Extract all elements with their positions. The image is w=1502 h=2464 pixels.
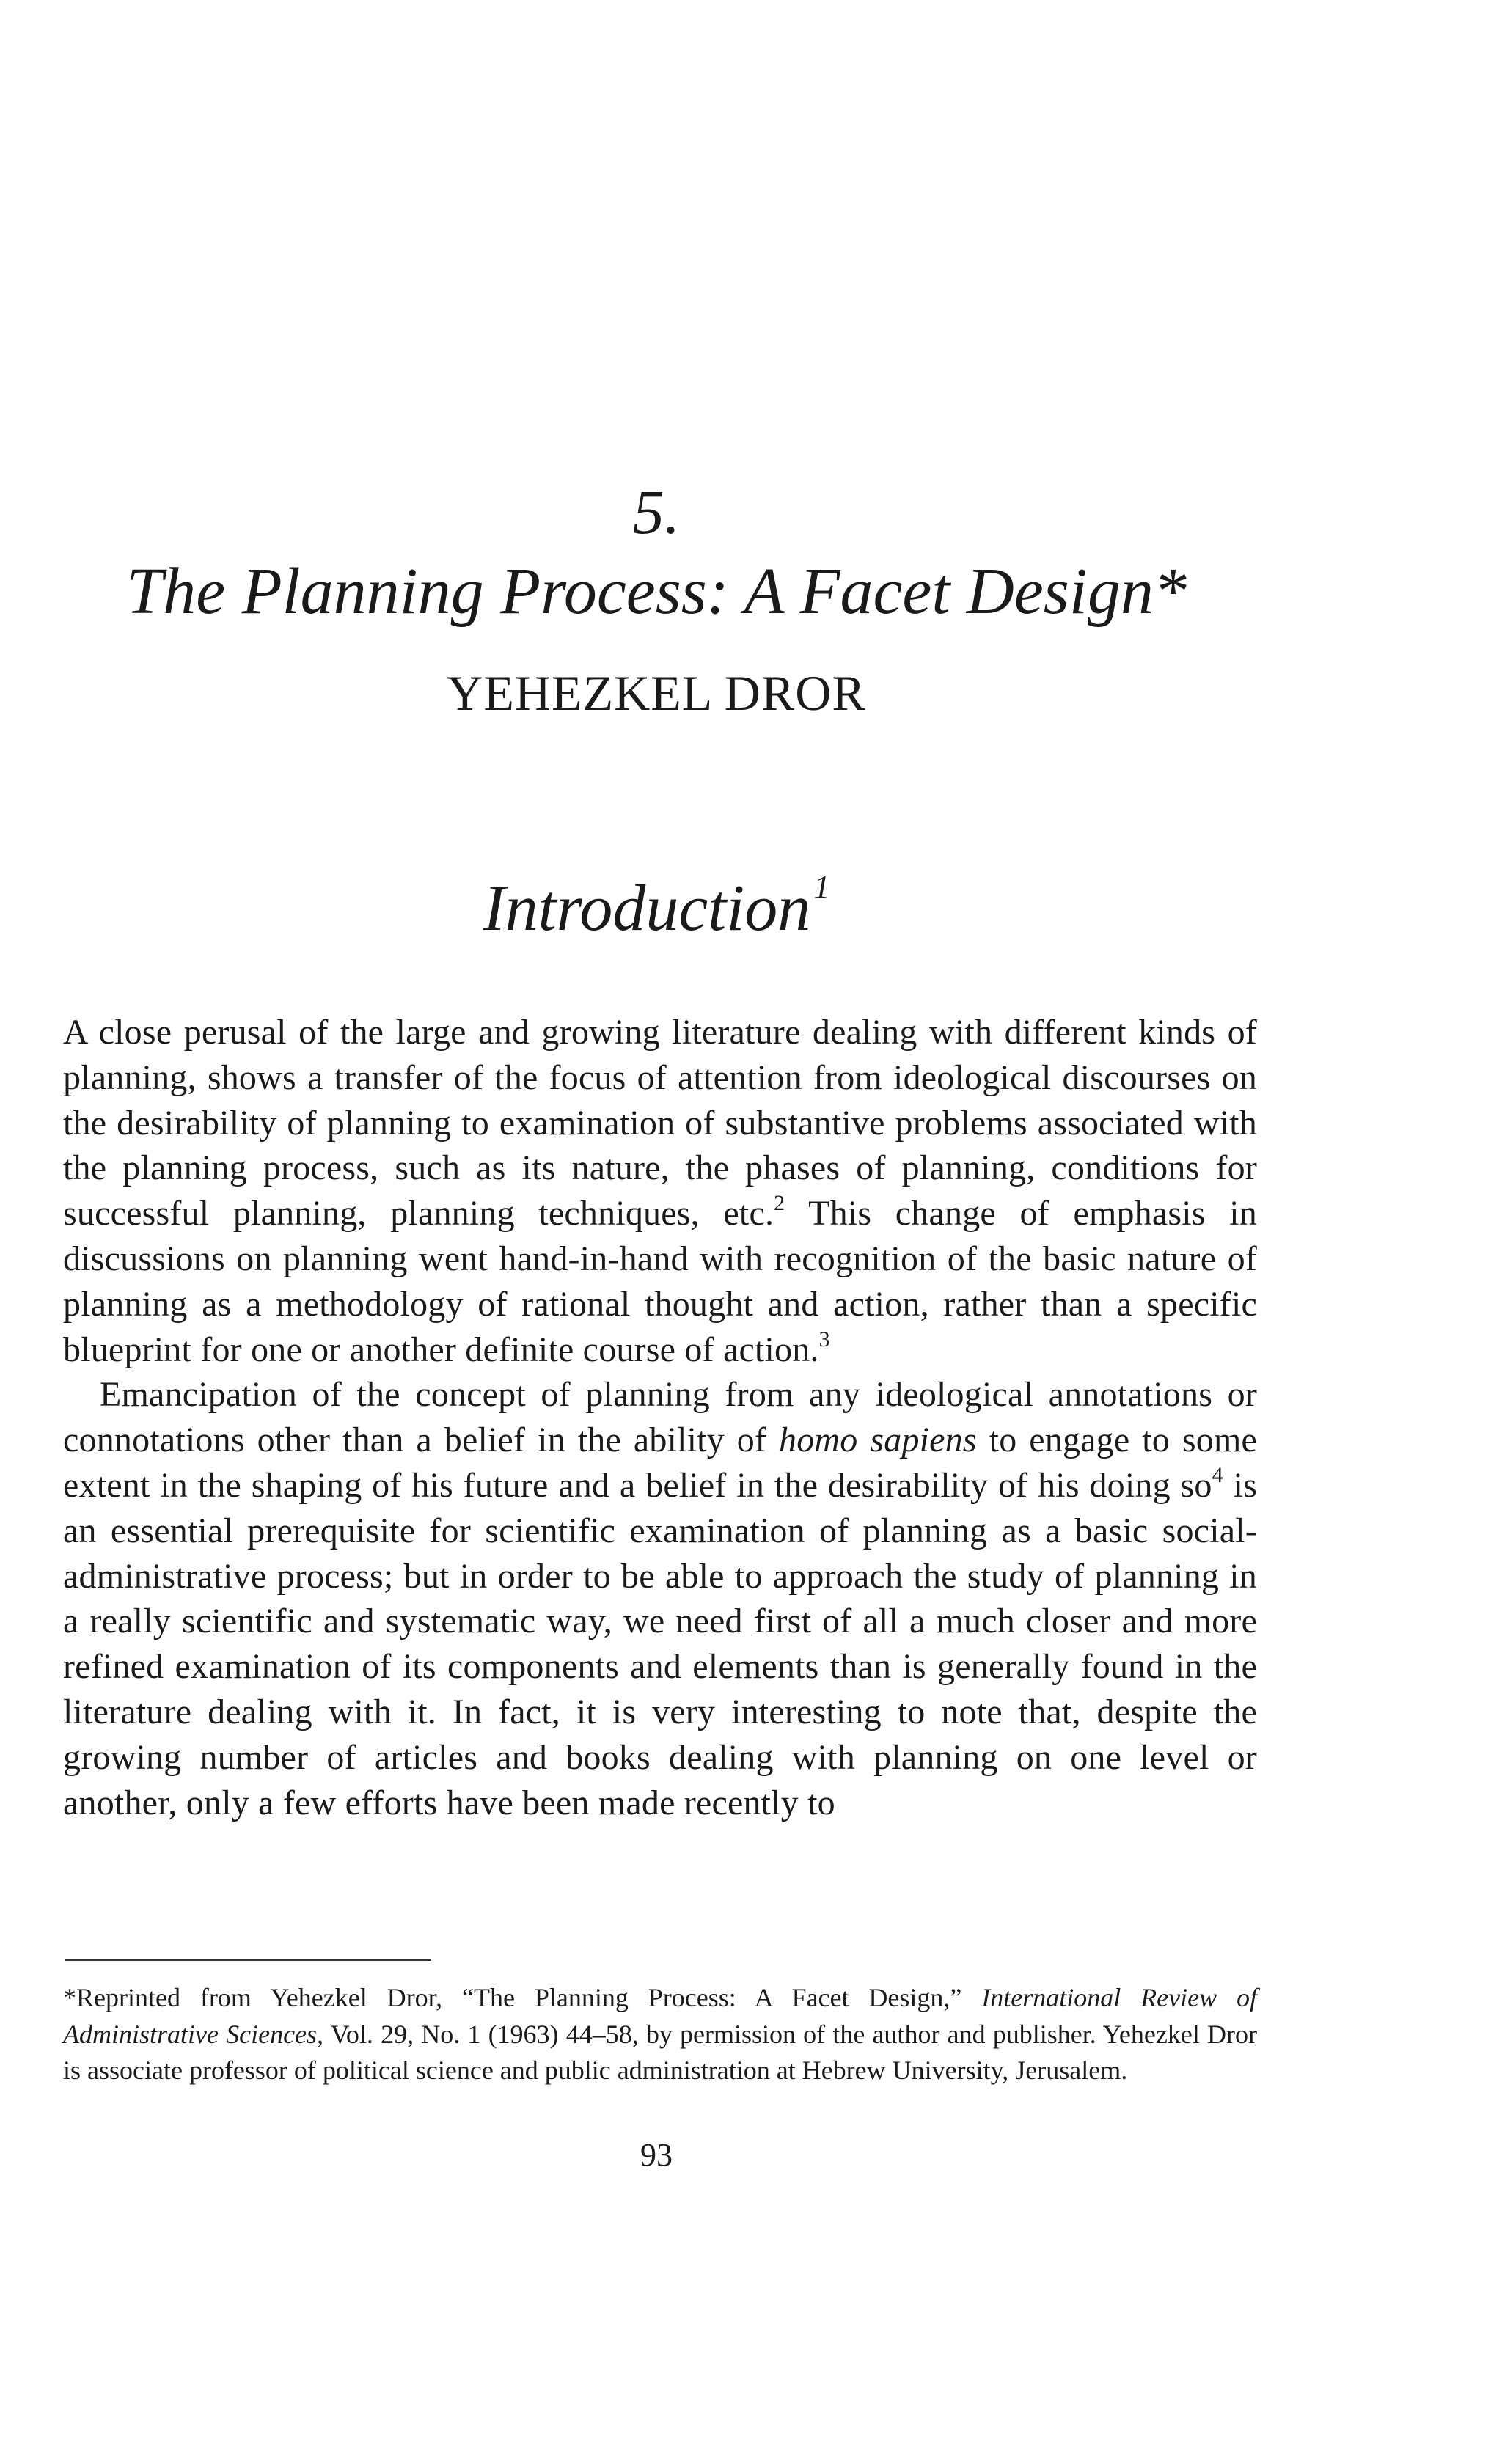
text-run: This change of emphasis in discussions on planning went hand-in-hand with recognition of the basic nature of planning as a methodology of rational thought and action, rather than a specific blueprint for one or another definite course of action.: [63, 1194, 1257, 1369]
paragraph: [63, 1372, 1257, 1825]
section-heading: [0, 843, 1313, 953]
italic-text: homo sapiens: [779, 1420, 977, 1460]
text-run: Vol. 29, No. 1 (1963) 44–58, by permission of the author and publisher. Yehezkel Dror is associate professor of political science and public administration at Hebrew University, Jerusalem.: [63, 2019, 1257, 2085]
footnote-ref: 2: [774, 1191, 785, 1216]
footnote-ref: 3: [818, 1327, 830, 1352]
footnote-ref: 4: [1212, 1462, 1223, 1487]
body-text: [63, 1010, 1257, 1825]
text-run: *Reprinted from Yehezkel Dror, “The Planning Process: A Facet Design,”: [63, 1983, 982, 2012]
page-number: 93: [640, 2137, 673, 2173]
italic-text: International Review of Administrative Sciences,: [63, 1983, 1257, 2049]
paragraph: [63, 1010, 1257, 1372]
text-run: A close perusal of the large and growing literature dealing with different kinds of planning, shows a transfer of the focus of attention from ideological discourses on the desirability of planning to examination of substantive problems associated with the planning process, such as its nature, the phases of planning, conditions for successful planning, planning techniques, etc.: [63, 1013, 1257, 1233]
section-heading-note-ref: 1: [813, 869, 830, 905]
chapter-title-text: The Planning Process: A Facet Design: [126, 555, 1154, 628]
text-run: to engage to some extent in the shaping of his future and a belief in the desirability of his doing so: [63, 1420, 1257, 1505]
text-run: Emancipation of the concept of planning from any ideological annotations or connotations other than a belief in the ability of: [63, 1375, 1257, 1460]
chapter-title-footnote-marker: *: [1153, 555, 1187, 628]
section-heading-text: Introduction: [483, 872, 811, 945]
text-run: is an essential prerequisite for scientific examination of planning as a basic social-administrative process; but in order to be able to approach the study of planning in a really scientific and systematic way, we need first of all a much closer and more refined examination of its components and elements than is generally found in the literature dealing with it. In fact, it is very interesting to note that, despite the growing number of articles and books dealing with planning on one level or another, only a few efforts have been made recently to: [63, 1465, 1257, 1822]
author-name: YEHEZKEL DROR: [447, 665, 866, 721]
footnote: [63, 1980, 1257, 2089]
footnote-divider: [65, 1959, 431, 1961]
chapter-number: 5.: [632, 477, 681, 547]
chapter-title: [0, 551, 1313, 632]
